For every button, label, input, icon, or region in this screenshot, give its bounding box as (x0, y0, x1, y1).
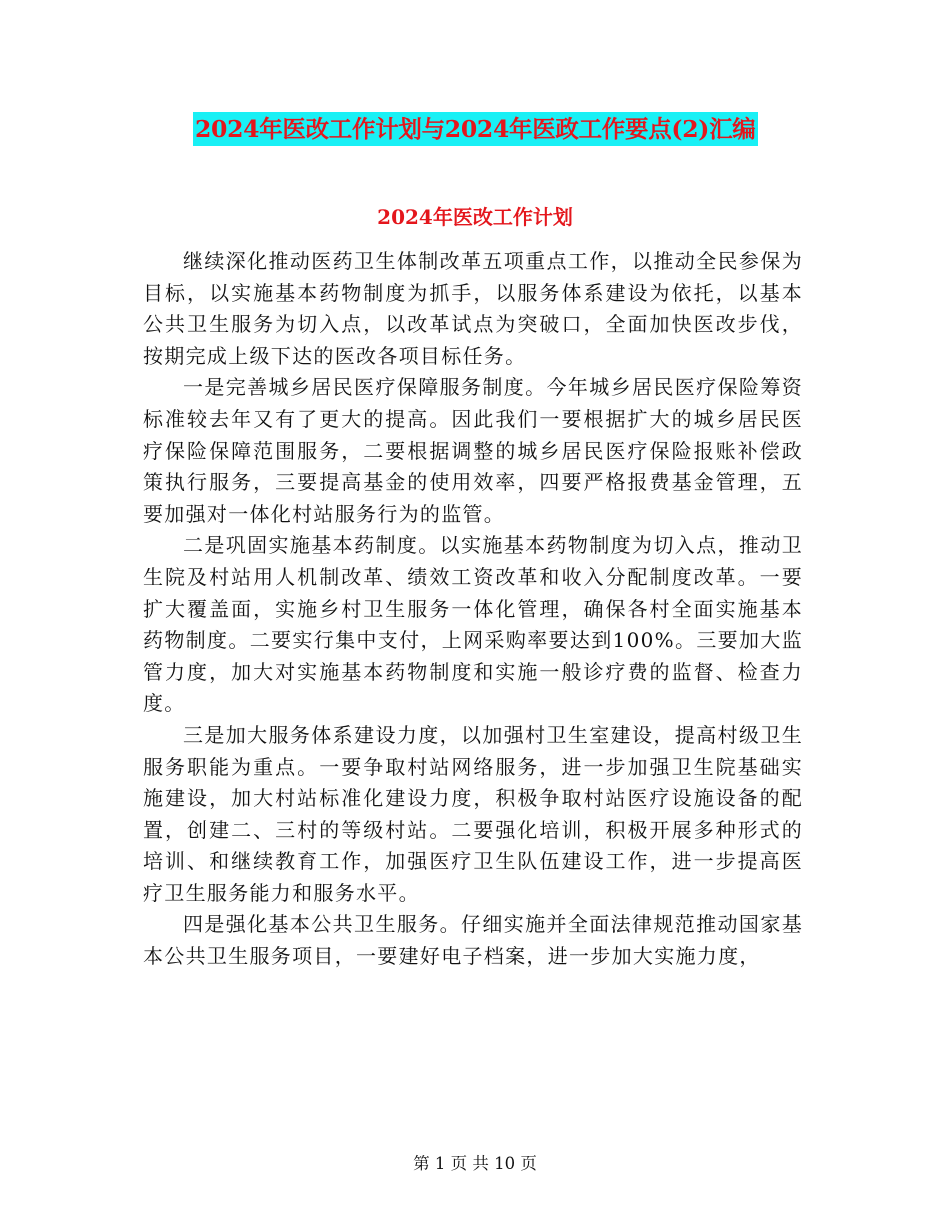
paragraph: 三是加大服务体系建设力度，以加强村卫生室建设，提高村级卫生服务职能为重点。一要争取村站网络服务，进一步加强卫生院基础实施建设，加大村站标准化建设力度，积极争取村站医疗设施设备的配置，创建二、三村的等级村站。二要强化培训，积极开展多种形式的培训、和继续教育工作，加强医疗卫生队伍建设工作，进一步提高医疗卫生服务能力和服务水平。 (143, 722, 803, 905)
paragraph: 继续深化推动医药卫生体制改革五项重点工作，以推动全民参保为目标，以实施基本药物制度为抓手，以服务体系建设为依托，以基本公共卫生服务为切入点，以改革试点为突破口，全面加快医改步伐，按期完成上级下达的医改各项目标任务。 (143, 249, 803, 368)
section-title: 2024年医改工作计划 (377, 205, 573, 229)
paragraph: 一是完善城乡居民医疗保障服务制度。今年城乡居民医疗保险筹资标准较去年又有了更大的提高。因此我们一要根据扩大的城乡居民医疗保险保障范围服务，二要根据调整的城乡居民医疗保险报账补偿政策执行服务，三要提高基金的使用效率，四要严格报费基金管理，五要加强对一体化村站服务行为的监管。 (143, 375, 803, 526)
document-title: 2024年医改工作计划与2024年医政工作要点(2)汇编 (193, 112, 758, 146)
document-body (143, 246, 803, 973)
page-footer: 第 1 页 共 10 页 (413, 1154, 537, 1173)
paragraph: 四是强化基本公共卫生服务。仔细实施并全面法律规范推动国家基本公共卫生服务项目，一要建好电子档案，进一步加大实施力度， (143, 912, 803, 969)
paragraph: 二是巩固实施基本药制度。以实施基本药物制度为切入点，推动卫生院及村站用人机制改革、绩效工资改革和收入分配制度改革。一要扩大覆盖面，实施乡村卫生服务一体化管理，确保各村全面实施基本药物制度。二要实行集中支付，上网采购率要达到100%。三要加大监管力度，加大对实施基本药物制度和实施一般诊疗费的监督、检查力度。 (143, 533, 803, 716)
